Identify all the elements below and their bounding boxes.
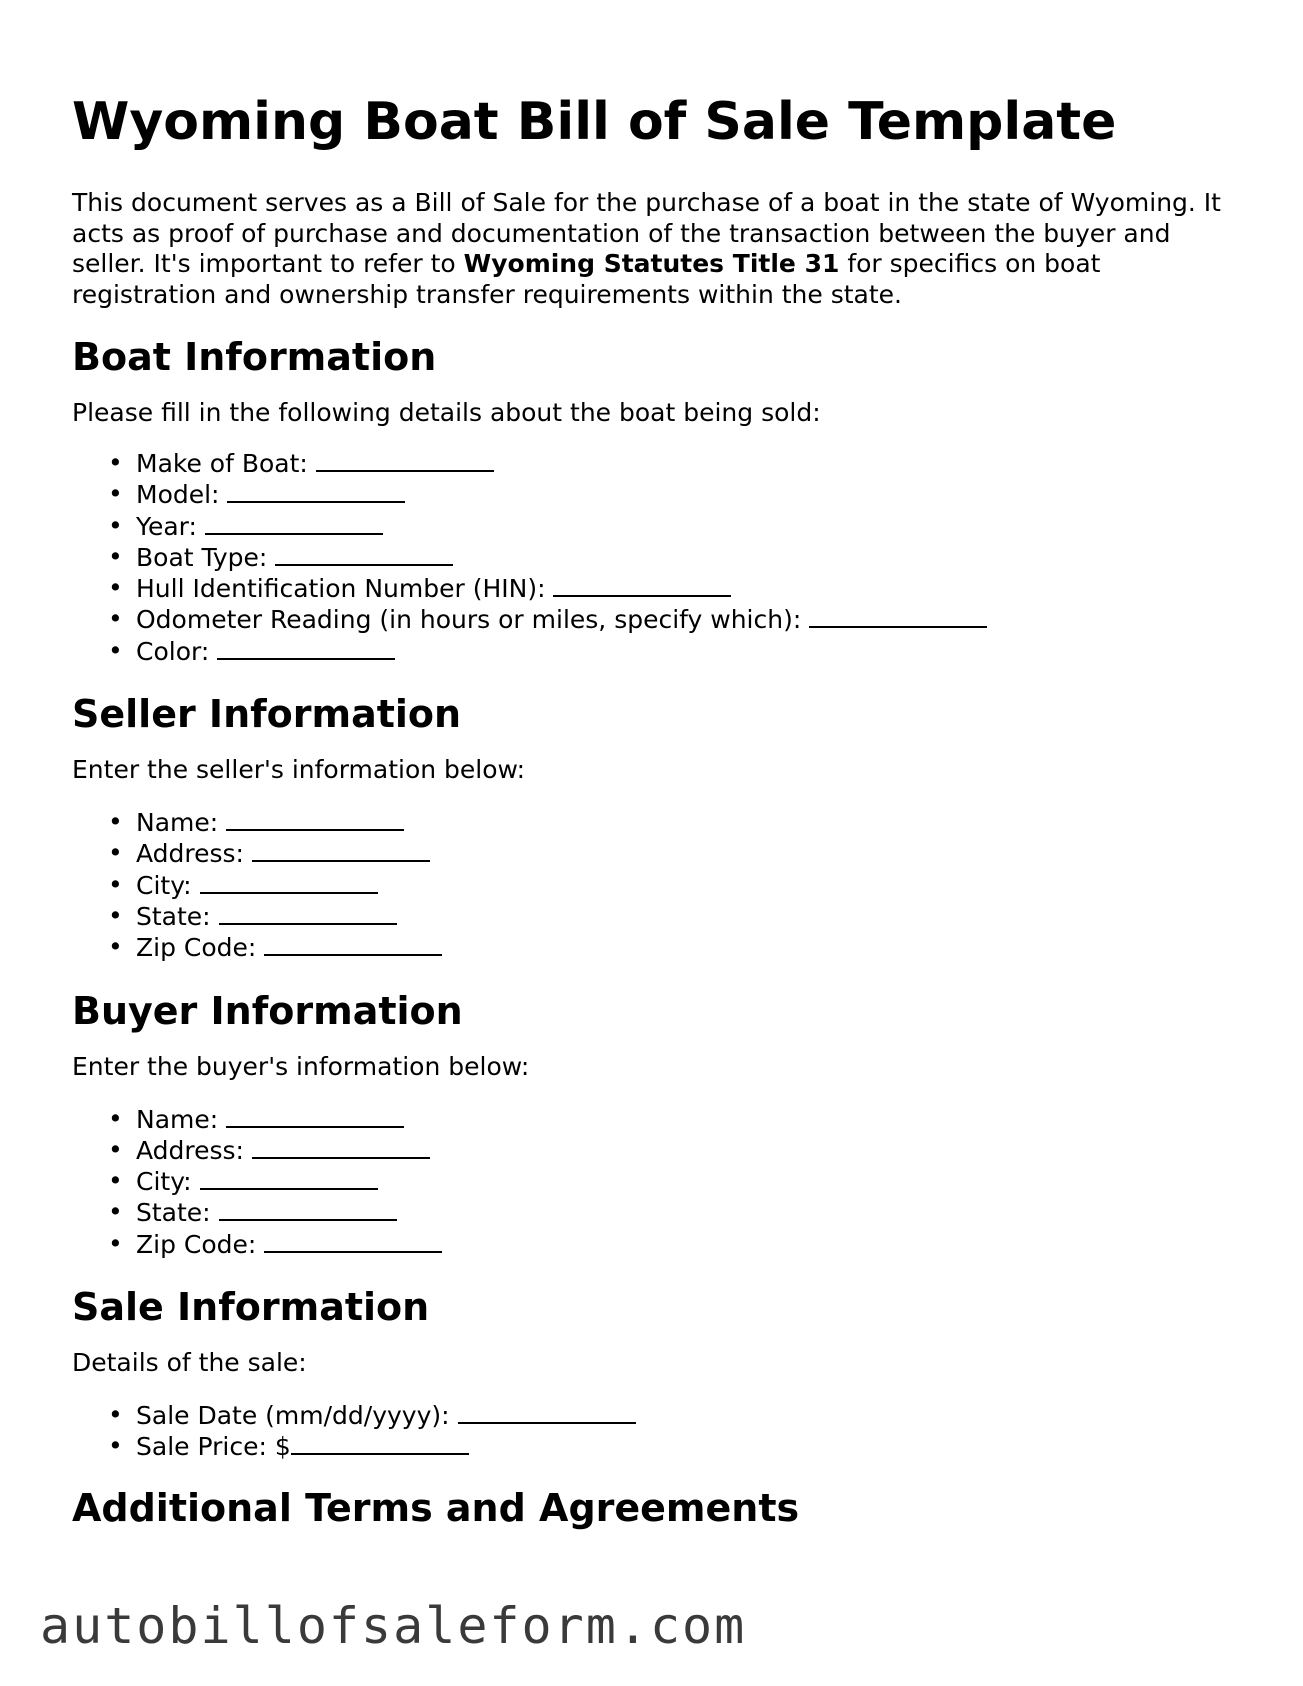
field-label: Odometer Reading (in hours or miles, specify which): (136, 605, 802, 635)
model-blank-field[interactable] (227, 479, 405, 503)
seller-state-blank-field[interactable] (219, 901, 397, 925)
seller-city-blank-field[interactable] (200, 870, 378, 894)
list-item (108, 932, 1242, 963)
sale-heading: Sale Information (72, 1285, 430, 1330)
field-label: Hull Identification Number (HIN): (136, 574, 546, 604)
field-label: City: (136, 1167, 192, 1197)
seller-lead: Enter the seller's information below: (72, 755, 526, 785)
field-label: Name: (136, 1104, 219, 1134)
boat-section (72, 334, 1242, 667)
seller-zip-blank-field[interactable] (264, 932, 442, 956)
list-item (108, 1228, 1242, 1260)
list-item (108, 448, 1242, 479)
field-label: Address: (136, 1135, 244, 1165)
intro-paragraph (72, 188, 1242, 310)
intro-text-after: for specifics on boat registration and ownership transfer requirements within the state. (72, 249, 1101, 309)
page-title: Wyoming Boat Bill of Sale Template (72, 92, 1117, 152)
intro-statute-reference: Wyoming Statutes Title 31 (463, 249, 840, 278)
bullet-icon: • (108, 1228, 123, 1258)
sale-lead: Details of the sale: (72, 1348, 307, 1378)
site-watermark: autobillofsaleform.com (40, 1597, 747, 1655)
buyer-zip-blank-field[interactable] (264, 1229, 442, 1253)
list-item (108, 541, 1242, 573)
boat-field-list (72, 448, 1242, 667)
bullet-icon: • (108, 573, 123, 603)
list-item (108, 838, 1242, 869)
hin-blank-field[interactable] (553, 573, 731, 597)
bullet-icon: • (108, 807, 123, 837)
boat-lead: Please fill in the following details about the boat being sold: (72, 398, 821, 427)
field-label: Color: (136, 636, 210, 666)
bullet-icon: • (108, 604, 123, 634)
list-item (108, 1197, 1242, 1228)
intro-text-before: This document serves as a Bill of Sale for the purchase of a boat in the state of Wyoming. It acts as proof of purchase and documentation of the transaction between the buyer and seller. It's important to refer to (72, 188, 1221, 278)
bullet-icon: • (108, 932, 123, 962)
list-item (108, 1431, 1242, 1462)
list-item (108, 1103, 1242, 1135)
bullet-icon: • (108, 1197, 123, 1227)
buyer-lead: Enter the buyer's information below: (72, 1051, 530, 1081)
boat-heading: Boat Information (72, 335, 437, 379)
seller-address-blank-field[interactable] (252, 838, 430, 862)
seller-field-list (72, 807, 1242, 963)
boat-type-blank-field[interactable] (275, 542, 453, 566)
additional-section (72, 1485, 1242, 1531)
seller-name-blank-field[interactable] (226, 807, 404, 831)
buyer-city-blank-field[interactable] (200, 1166, 378, 1190)
list-item (108, 510, 1242, 542)
list-item (108, 604, 1242, 635)
bullet-icon: • (108, 1103, 123, 1133)
document-page (72, 0, 1242, 1531)
list-item (108, 1166, 1242, 1197)
seller-section (72, 691, 1242, 963)
list-item (108, 635, 1242, 667)
buyer-section (72, 988, 1242, 1260)
bullet-icon: • (108, 1134, 123, 1164)
list-item (108, 1400, 1242, 1431)
buyer-state-blank-field[interactable] (219, 1197, 397, 1221)
year-blank-field[interactable] (205, 511, 383, 535)
buyer-address-blank-field[interactable] (252, 1135, 430, 1159)
odometer-blank-field[interactable] (809, 604, 987, 628)
field-label: Sale Date (mm/dd/yyyy): (136, 1401, 450, 1431)
color-blank-field[interactable] (217, 636, 395, 660)
bullet-icon: • (108, 541, 123, 571)
bullet-icon: • (108, 869, 123, 899)
field-label: Address: (136, 839, 244, 869)
bullet-icon: • (108, 635, 123, 665)
list-item (108, 479, 1242, 510)
field-label: Sale Price: $ (136, 1432, 291, 1462)
buyer-heading: Buyer Information (72, 988, 463, 1033)
field-label: State: (136, 1198, 211, 1228)
field-label: Model: (136, 480, 220, 510)
field-label: Zip Code: (136, 1229, 257, 1259)
sale-date-blank-field[interactable] (458, 1400, 636, 1424)
additional-heading: Additional Terms and Agreements (72, 1485, 800, 1530)
field-label: Year: (136, 511, 197, 541)
make-blank-field[interactable] (316, 448, 494, 472)
bullet-icon: • (108, 1431, 123, 1461)
list-item (108, 1134, 1242, 1166)
buyer-field-list (72, 1104, 1242, 1260)
list-item (108, 900, 1242, 932)
list-item (108, 807, 1242, 838)
field-label: City: (136, 870, 192, 900)
sale-price-blank-field[interactable] (291, 1431, 469, 1455)
buyer-name-blank-field[interactable] (226, 1104, 404, 1128)
bullet-icon: • (108, 448, 123, 477)
seller-heading: Seller Information (72, 692, 462, 737)
bullet-icon: • (108, 900, 123, 930)
sale-section (72, 1284, 1242, 1463)
field-label: State: (136, 901, 211, 931)
field-label: Name: (136, 808, 219, 838)
bullet-icon: • (108, 1166, 123, 1196)
field-label: Zip Code: (136, 933, 257, 963)
bullet-icon: • (108, 838, 123, 868)
field-label: Make of Boat: (136, 449, 308, 478)
list-item (108, 573, 1242, 604)
bullet-icon: • (108, 510, 123, 540)
field-label: Boat Type: (136, 542, 268, 572)
bullet-icon: • (108, 1400, 123, 1430)
sale-field-list (72, 1400, 1242, 1463)
list-item (108, 869, 1242, 901)
bullet-icon: • (108, 479, 123, 509)
